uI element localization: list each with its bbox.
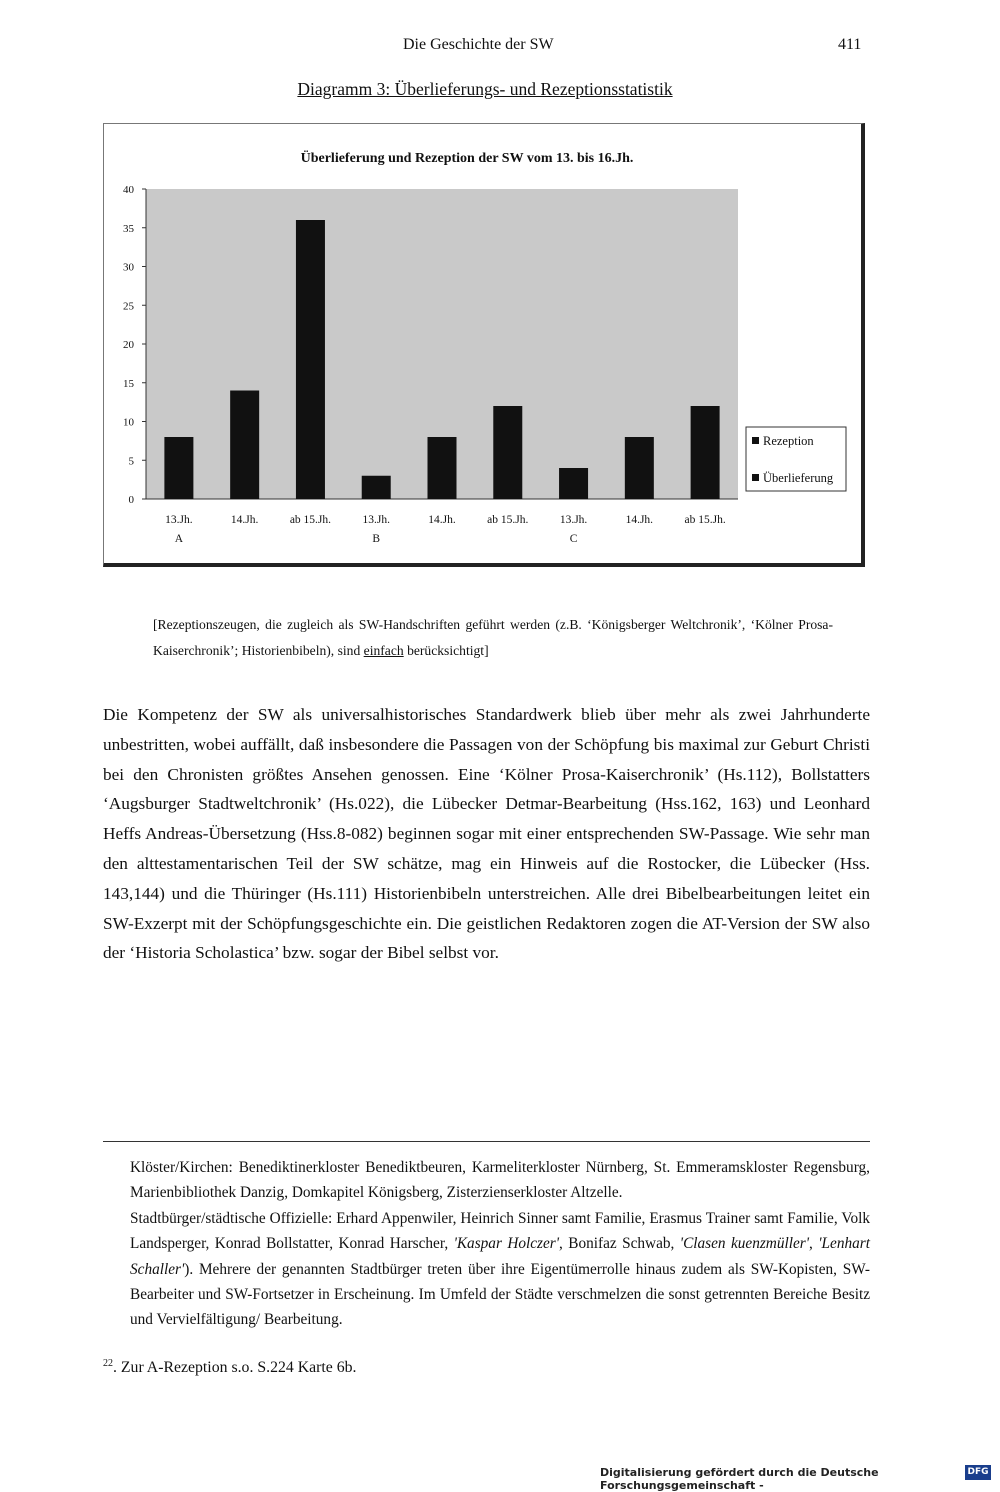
footnote-22-text: . Zur A-Rezeption s.o. S.224 Karte 6b. bbox=[113, 1359, 357, 1376]
y-tick-label: 5 bbox=[128, 455, 134, 468]
footnote-text: , Bonifaz Schwab, bbox=[559, 1235, 680, 1253]
y-tick-label: 40 bbox=[123, 184, 134, 196]
chart-note-end: berücksichtigt] bbox=[403, 643, 489, 658]
body-paragraph: Die Kompetenz der SW als universalhistorisches Standardwerk blieb über mehr als zwei Jahrhunderte unbestritten, wobei auffällt, daß insbesondere die Passagen von der Schöpfung bis maximal zur Geburt Christi bei den Chronisten größtes Ansehen genossen. Eine ‘Kölner Prosa-Kaiserchronik’ (Hs.112), Bollstatters ‘Augsburger Stadtweltchronik’ (Hs.022), die Lübecker Detmar-Bearbeitung (Hss.162, 163) und Leonhard Heffs Andreas-Übersetzung (Hss.8-082) beginnen sogar mit einer entsprechenden SW-Passage. Wie sehr man den alttestamentarischen Teil der SW schätze, mag ein Hinweis auf die Rostocker, die Lübecker (Hss. 143,144) und die Thüringer (Hs.111) Historienbibeln unterstreichen. Alle drei Bibelbearbeitungen leitet ein SW-Exzerpt mit der Schöpfungsgeschichte ein. Die geistlichen Redaktoren zogen die AT-Version der SW also der ‘Historia Scholastica’ bzw. sogar der Bibel selbst vor. bbox=[103, 705, 870, 963]
page-number: 411 bbox=[838, 36, 862, 53]
footnote-text: ). Mehrere der genannten Stadtbürger treten über ihre Eigentümerrolle hinaus zudem als SW-Kopisten, SW-Bearbeiter und SW-Fortsetzer in Erscheinung. Im Umfeld der Städte verschmelzen die sonst getrennten Bereiche Besitz und Vervielfältigung/ Bearbeitung. bbox=[130, 1260, 870, 1329]
x-tick-label: ab 15.Jh. bbox=[487, 514, 529, 526]
diagram-heading: Diagramm 3: Überlieferungs- und Rezeptionsstatistik bbox=[297, 79, 673, 99]
footnote-block bbox=[130, 1155, 870, 1333]
bar-14.Jh. bbox=[625, 437, 654, 499]
chart-note-underlined: einfach bbox=[363, 643, 404, 658]
y-tick-label: 25 bbox=[123, 300, 134, 313]
bar-14.Jh. bbox=[230, 391, 259, 500]
legend bbox=[746, 427, 846, 491]
bar-ab 15.Jh. bbox=[296, 220, 325, 499]
x-tick-label: ab 15.Jh. bbox=[289, 514, 332, 526]
bar-14.Jh. bbox=[428, 437, 457, 499]
chart-title: Überlieferung und Rezeption der SW vom 13. bis 16.Jh. bbox=[300, 151, 634, 166]
x-tick-label: 13.Jh. bbox=[362, 514, 390, 526]
legend-label-rezeption: Rezeption bbox=[763, 434, 814, 448]
footnote-divider bbox=[103, 1141, 870, 1142]
x-tick-label: 13.Jh. bbox=[165, 514, 193, 526]
footnote-name-schaller: 'Lenhart Schaller' bbox=[130, 1235, 870, 1278]
x-tick-label: 14.Jh. bbox=[230, 514, 259, 526]
footnote-stadtbuerger bbox=[130, 1206, 870, 1333]
bar-chart bbox=[103, 123, 865, 567]
chart-note bbox=[153, 612, 833, 664]
dfg-logo: DFG bbox=[965, 1465, 991, 1480]
footnote-22 bbox=[103, 1358, 357, 1377]
x-tick-label: 14.Jh. bbox=[428, 514, 456, 526]
footnote-number: 22 bbox=[103, 1358, 113, 1369]
legend-label-ueberlieferung: Überlieferung bbox=[763, 471, 834, 485]
y-tick-label: 20 bbox=[123, 339, 134, 351]
running-header: Die Geschichte der SW bbox=[403, 36, 554, 53]
footnote-name-holczer: 'Kaspar Holczer' bbox=[453, 1235, 560, 1253]
legend-swatch-rezeption bbox=[752, 437, 759, 444]
bar-ab 15.Jh. bbox=[493, 406, 522, 499]
y-tick-label: 0 bbox=[128, 494, 134, 506]
bar-13.Jh. bbox=[362, 476, 391, 499]
footnote-text: , bbox=[809, 1235, 819, 1253]
bar-13.Jh. bbox=[164, 437, 193, 499]
y-tick-label: 35 bbox=[123, 222, 134, 235]
x-tick-label: 14.Jh. bbox=[625, 514, 654, 526]
group-label: C bbox=[569, 533, 578, 545]
footnote-name-kuenzmueller: 'Clasen kuenzmüller' bbox=[679, 1235, 810, 1253]
bar-13.Jh. bbox=[559, 468, 588, 499]
y-tick-label: 10 bbox=[123, 416, 134, 429]
digitization-credit: Digitalisierung gefördert durch die Deutsche Forschungsgemeinschaft - bbox=[600, 1466, 879, 1492]
y-tick-label: 30 bbox=[123, 261, 134, 274]
x-tick-label: 13.Jh. bbox=[559, 514, 588, 526]
bar-ab 15.Jh. bbox=[691, 406, 720, 499]
footnote-text: Stadtbürger/städtische Offizielle: Erhard Appenwiler, Heinrich Sinner samt Familie, Erasmus Trainer samt Familie, Volk Landsperger, Konrad Bollstatter, Konrad Harscher, bbox=[130, 1209, 870, 1253]
x-axis-labels bbox=[165, 514, 726, 545]
chart-note-text: [Rezeptionszeugen, die zugleich als SW-Handschriften geführt werden (z.B. ‘Königsberger Weltchronik’, ‘Kölner Prosa-Kaiserchronik’; Historienbibeln), sind bbox=[153, 617, 833, 658]
x-tick-label: ab 15.Jh. bbox=[684, 514, 726, 526]
legend-swatch-ueberlieferung bbox=[752, 474, 759, 481]
group-label: B bbox=[372, 533, 381, 545]
group-label: A bbox=[174, 533, 184, 545]
y-tick-label: 15 bbox=[123, 377, 134, 390]
footnote-kloester: Klöster/Kirchen: Benediktinerkloster Benediktbeuren, Karmeliterkloster Nürnberg, St. Emmeramskloster Regensburg, Marienbibliothek Danzig, Domkapitel Königsberg, Zisterzienserkloster Altzelle. bbox=[130, 1159, 870, 1202]
